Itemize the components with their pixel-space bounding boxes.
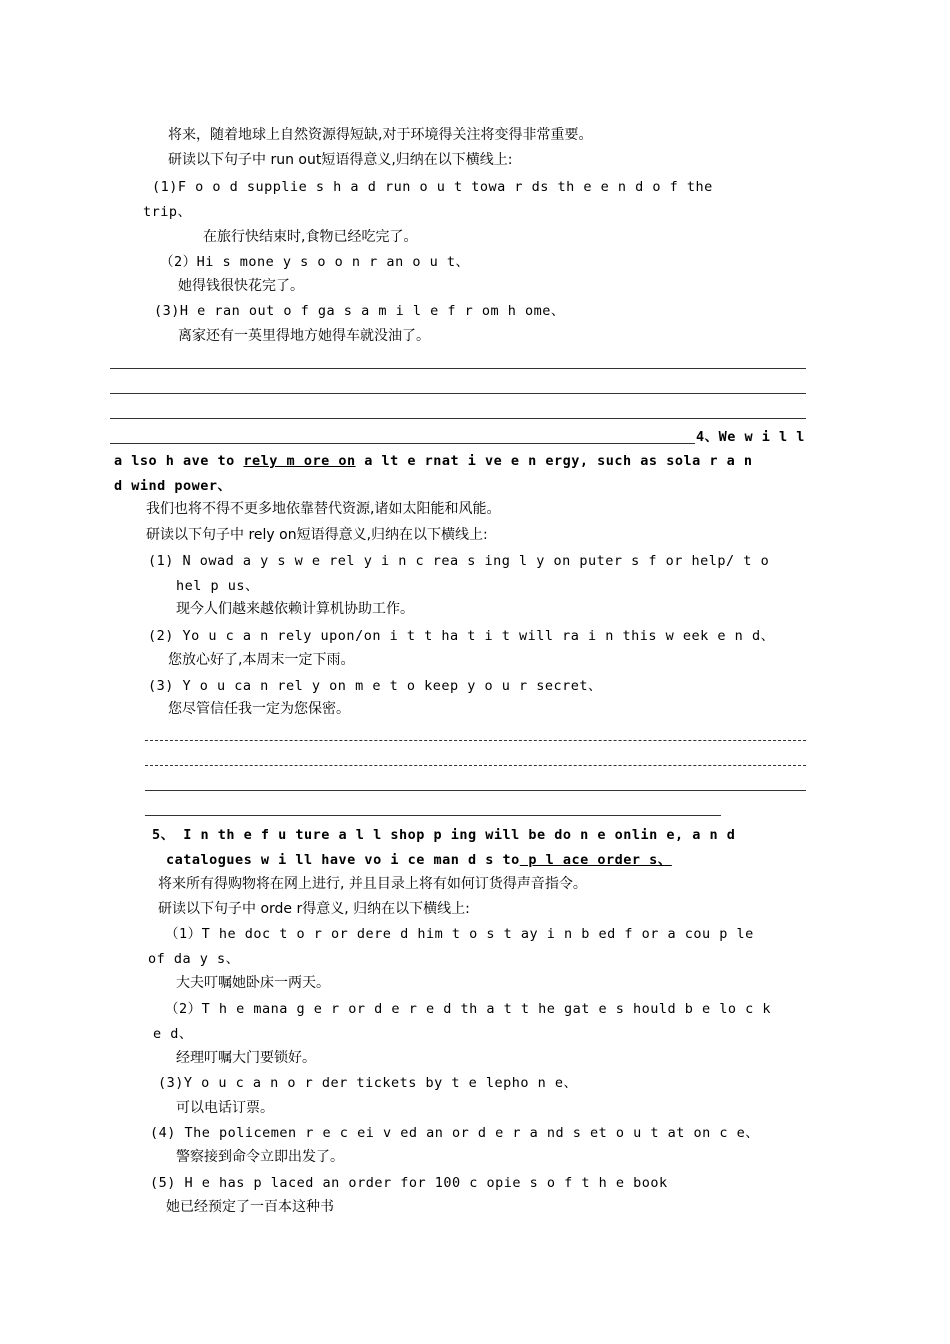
sec3-example-1-cont: trip、	[143, 204, 192, 220]
sec5-example-4: (4) The policemen r e c ei v ed an or d e r a nd s et o u t at on c e、	[150, 1125, 760, 1141]
sec3-example-1: (1)F o o d supplie s h a d run o u t towa r ds th e e n d o f the	[152, 179, 713, 195]
sec4-instruction: 研读以下句子中 rely on短语得意义,归纳在以下横线上:	[146, 527, 488, 543]
sec5-zh: 将来所有得购物将在网上进行, 并且目录上将有如何订货得声音指令。	[158, 876, 587, 892]
sec4-example-2: (2) Yo u c a n rely upon/on i t t ha t i t will ra i n this w eek e n d、	[148, 628, 775, 644]
sec4-example-2-zh: 您放心好了,本周末一定下雨。	[168, 652, 355, 668]
sec4-zh: 我们也将不得不更多地依靠替代资源,诸如太阳能和风能。	[146, 501, 501, 517]
sec4-heading: 4、We w i l l	[696, 429, 805, 445]
answer-line	[110, 443, 695, 444]
sec5-example-2: （2）T h e mana g e r or d e r e d th a t t he gat e s hould b e lo c k	[165, 1001, 772, 1017]
sec3-example-2-zh: 她得钱很快花完了。	[178, 278, 304, 294]
answer-line	[145, 815, 721, 816]
answer-line	[110, 393, 806, 394]
sec4-heading-line2: a lso h ave to rely m ore on a lt e rnat i ve e n ergy, such as sola r a n	[114, 453, 753, 469]
sec3-example-1-zh: 在旅行快结束时,食物已经吃完了。	[203, 229, 418, 245]
sec5-example-5-zh: 她已经预定了一百本这种书	[166, 1199, 334, 1215]
sec5-instruction: 研读以下句子中 orde r得意义, 归纳在以下横线上:	[158, 901, 470, 917]
sec4-example-1-zh: 现今人们越来越依赖计算机协助工作。	[176, 601, 414, 617]
sec5-example-1-cont: of da y s、	[148, 951, 240, 967]
sec5-heading: 5、 I n th e f u ture a l l shop p ing will be do n e onlin e, a n d	[152, 827, 736, 843]
sec4-heading-line3: d wind power、	[114, 478, 232, 494]
sec5-key-phrase: p l ace order s、	[519, 852, 672, 868]
sec5-example-3: (3)Y o u c a n o r der tickets by t e lepho n e、	[158, 1075, 578, 1091]
sec3-example-3-zh: 离家还有一英里得地方她得车就没油了。	[178, 328, 430, 344]
answer-line	[145, 740, 806, 741]
sec5-example-5: (5) H e has p laced an order for 100 c opie s o f t h e book	[150, 1175, 668, 1191]
sec4-example-1-cont: hel p us、	[176, 578, 260, 594]
sec5-example-3-zh: 可以电话订票。	[176, 1100, 274, 1116]
answer-line	[145, 790, 806, 791]
sec3-intro-zh: 将来，随着地球上自然资源得短缺,对于环境得关注将变得非常重要。	[168, 127, 593, 143]
sec5-example-1: （1）T he doc t o r or dere d him t o s t ay i n b ed f or a cou p le	[165, 926, 754, 942]
sec5-example-2-zh: 经理叮嘱大门要锁好。	[176, 1050, 316, 1066]
sec5-heading-line2: catalogues w i ll have vo i ce man d s to p l ace order s、	[166, 852, 672, 868]
sec5-example-4-zh: 警察接到命令立即出发了。	[176, 1149, 344, 1165]
sec5-example-1-zh: 大夫叮嘱她卧床一两天。	[176, 975, 330, 991]
answer-line	[145, 765, 806, 766]
sec4-key-phrase: rely m ore on	[243, 453, 356, 469]
sec4-example-1: (1) N owad a y s w e rel y i n c rea s ing l y on puter s f or help/ t o	[148, 553, 770, 569]
sec5-example-2-cont: e d、	[153, 1026, 193, 1042]
sec3-instruction: 研读以下句子中 run out短语得意义,归纳在以下横线上:	[168, 152, 513, 168]
answer-line	[110, 418, 806, 419]
sec4-example-3-zh: 您尽管信任我一定为您保密。	[168, 701, 350, 717]
sec4-example-3: (3) Y o u ca n rel y on m e t o keep y o u r secret、	[148, 678, 603, 694]
answer-line	[110, 368, 806, 369]
sec3-example-2: （2）Hi s mone y s o o n r an o u t、	[160, 254, 470, 270]
sec3-example-3: (3)H e ran out o f ga s a m i l e f r om h ome、	[154, 303, 565, 319]
